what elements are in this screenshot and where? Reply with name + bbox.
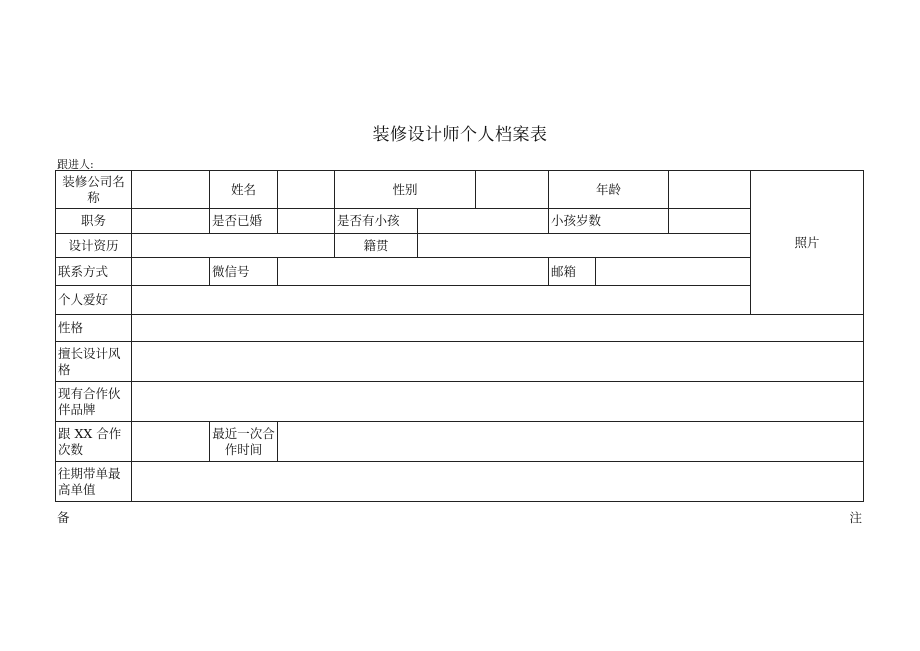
personality-label: 性格 [56, 315, 132, 342]
contact-label: 联系方式 [56, 258, 132, 286]
native-place-label: 籍贯 [335, 234, 418, 258]
follower-label: 跟进人: [57, 158, 94, 171]
company-name-field[interactable] [132, 171, 210, 209]
position-label: 职务 [56, 209, 132, 234]
last-cooperation-label: 最近一次合作时间 [210, 422, 278, 462]
married-field[interactable] [278, 209, 335, 234]
cooperation-count-field[interactable] [132, 422, 210, 462]
hobbies-label: 个人爱好 [56, 286, 132, 315]
hobbies-field[interactable] [132, 286, 751, 315]
age-label: 年龄 [549, 171, 669, 209]
design-experience-field[interactable] [132, 234, 335, 258]
designer-profile-table [55, 170, 864, 502]
design-experience-label: 设计资历 [56, 234, 132, 258]
position-field[interactable] [132, 209, 210, 234]
age-field[interactable] [669, 171, 751, 209]
native-place-field[interactable] [418, 234, 751, 258]
design-style-label: 擅长设计风格 [56, 342, 132, 382]
has-child-field[interactable] [418, 209, 549, 234]
child-age-field[interactable] [669, 209, 751, 234]
name-label: 姓名 [210, 171, 278, 209]
remarks-left-text: 备 [57, 510, 70, 525]
wechat-field[interactable] [278, 258, 549, 286]
wechat-label: 微信号 [210, 258, 278, 286]
document-title: 装修设计师个人档案表 [372, 125, 548, 145]
email-label: 邮箱 [549, 258, 596, 286]
email-field[interactable] [596, 258, 751, 286]
remarks-right-text: 注 [849, 510, 862, 525]
partner-brands-label: 现有合作伙伴品牌 [56, 382, 132, 422]
company-name-label: 装修公司名称 [56, 171, 132, 209]
gender-field[interactable] [476, 171, 549, 209]
personality-field[interactable] [132, 315, 864, 342]
child-age-label: 小孩岁数 [549, 209, 669, 234]
has-child-label: 是否有小孩 [335, 209, 418, 234]
cooperation-count-label: 跟 XX 合作次数 [56, 422, 132, 462]
max-order-label: 往期带单最高单值 [56, 462, 132, 502]
gender-label: 性别 [335, 171, 476, 209]
name-field[interactable] [278, 171, 335, 209]
design-style-field[interactable] [132, 342, 864, 382]
last-cooperation-field[interactable] [278, 422, 864, 462]
contact-field[interactable] [132, 258, 210, 286]
photo-cell[interactable]: 照片 [751, 171, 864, 315]
married-label: 是否已婚 [210, 209, 278, 234]
max-order-field[interactable] [132, 462, 864, 502]
partner-brands-field[interactable] [132, 382, 864, 422]
